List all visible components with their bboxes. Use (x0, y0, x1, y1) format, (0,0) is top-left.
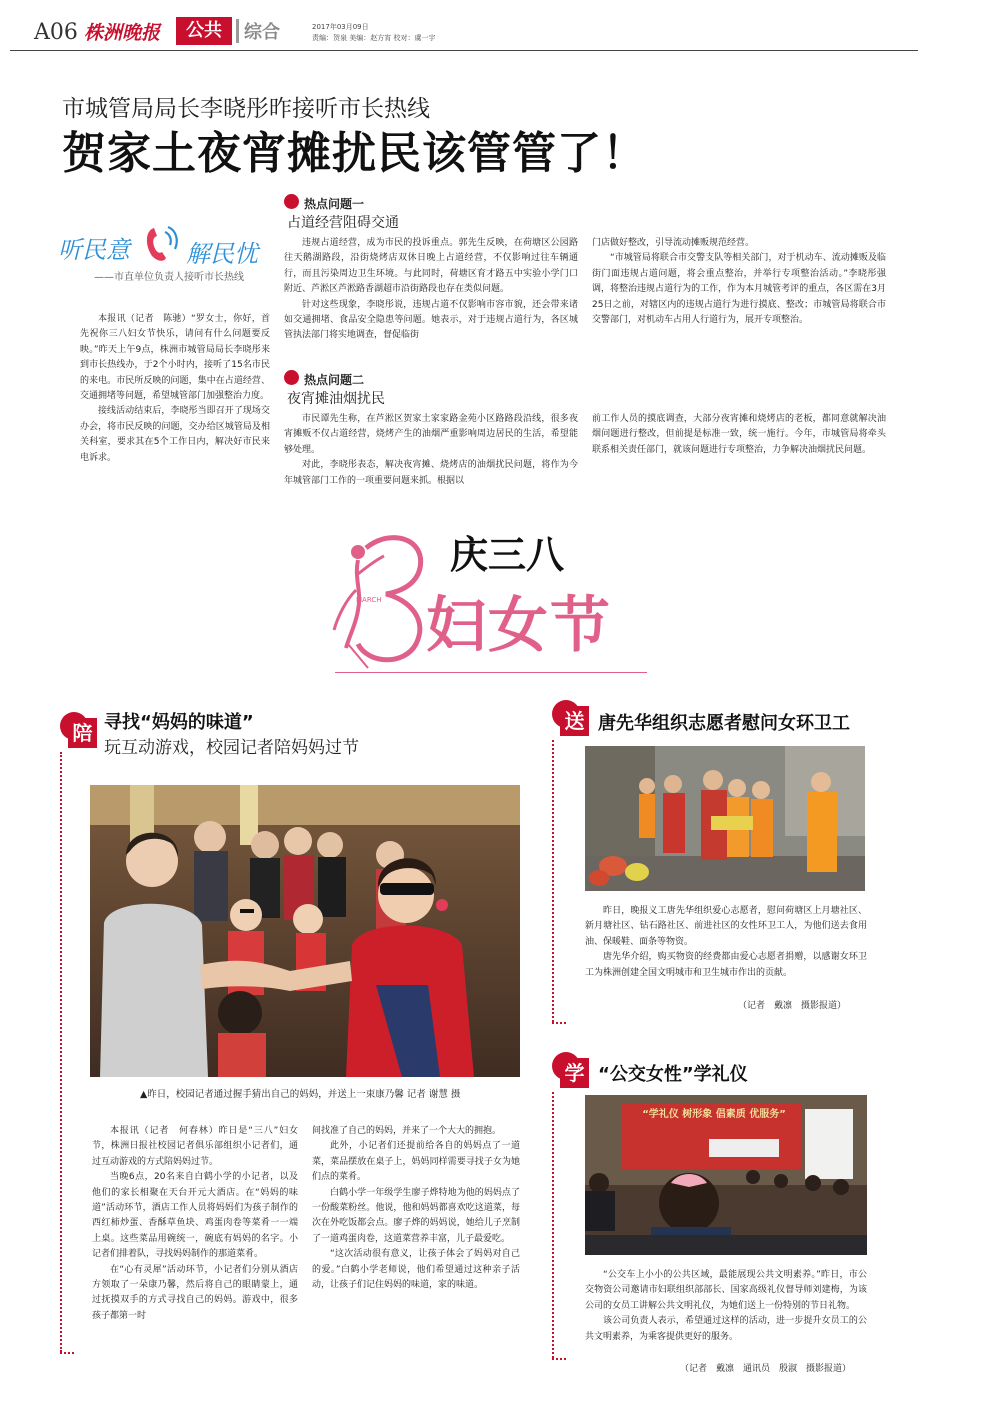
subsection-label: 综合 (244, 22, 280, 43)
story-song-body (585, 904, 867, 981)
masthead-rule (10, 50, 918, 51)
story-pei-para: “这次活动很有意义，让孩子体会了妈妈对自己的爱。”白鹤小学老师说，他们希望通过这种亲子活动，让孩子们记住妈妈的味道，家的味道。 (312, 1249, 520, 1291)
photo-mothers-game (90, 785, 520, 1077)
tag-pei: 陪 (68, 718, 97, 748)
dotted-rule (552, 1092, 554, 1358)
story-xue-title: “公交女性”学礼仪 (598, 1064, 748, 1085)
logo-month-word: MARCH (356, 596, 382, 604)
logo-text-right: 解民忧 (186, 240, 258, 268)
issue-date: 2017年03月09日 (312, 23, 369, 31)
story-song-para: 昨日，晚报义工唐先华组织爱心志愿者，慰问荷塘区上月塘社区、新月塘社区、钻石路社区、前进社区的女性环卫工人，为他们送去食用油、保暖鞋、面条等物资。 (585, 906, 867, 947)
banner-underline (335, 672, 647, 673)
logo-text-left: 听民意 (58, 236, 130, 264)
banner-title-main: 妇女节 (426, 591, 612, 661)
hot-topic-1-cont-para: “市城管局将联合市交警支队等相关部门，对于机动车、流动摊贩及临街门面违规占道问题，将会重点整治，并举行专项整治活动。”李晓彤强调，将整治违规占道行为的工作，作为本月城管考评的重点，各区需在3月25日之前，对辖区内的违规占道行为进行摸底、整改；市城管局将联合市交警部门，对机动车占用人行道行为，展开专项整治。 (592, 253, 886, 326)
story-song-credit: （记者 戴凛 摄影报道） (738, 1001, 847, 1011)
lead-headline: 贺家土夜宵摊扰民该管管了！ (62, 128, 647, 179)
hot-topic-1-cont-para: 门店做好整改，引导流动摊贩规范经营。 (592, 238, 755, 248)
dotted-rule (552, 1022, 566, 1024)
banner-title-top: 庆三八 (450, 533, 565, 577)
story-pei-col1 (92, 1124, 298, 1324)
hot-topic-2-body-cont (592, 412, 886, 458)
story-xue-body (585, 1268, 867, 1345)
editor-credits: 责编：贺泉 美编：赵方宵 校对：虞一宇 (312, 34, 436, 42)
lead-kicker: 市城管局局长李晓彤昨接听市长热线 (62, 96, 430, 122)
hot-topic-1-para: 针对这些现象，李晓彤说，违规占道不仅影响市容市貌，还会带来诸如交通拥堵、食品安全隐患等问题。她表示，对于违规占道行为，各区城管执法部门将实地调查，督促临街 (284, 299, 578, 341)
lead-intro-para: 接线活动结束后，李晓彤当即召开了现场交办会，将市民反映的问题，交办给区城管局及相关科室，要求其在5个工作日内，解决好市民来电诉求。 (80, 406, 270, 463)
hot-topic-2-body (284, 412, 578, 489)
newspaper-brand: 株洲晚报 (84, 22, 161, 44)
dotted-rule (60, 1352, 74, 1354)
story-song-title: 唐先华组织志愿者慰问女环卫工 (598, 713, 850, 734)
hot-topic-2-subtitle: 夜宵摊油烟扰民 (287, 391, 385, 407)
hot-topic-marker-icon (284, 370, 299, 385)
hot-topic-2-para: 对此，李晓彤表态，解决夜宵摊、烧烤店的油烟扰民问题，将作为今年城管部门工作的一项重要问题来抓。根据以 (284, 460, 578, 486)
story-pei-title: 寻找“妈妈的味道” (104, 712, 254, 733)
story-pei-col2 (312, 1124, 520, 1293)
story-pei-para: 在“心有灵犀”活动环节，小记者们分别从酒店方领取了一朵康乃馨，然后将自己的眼睛蒙上，通过抚摸双手的方式寻找自己的妈妈。游戏中，很多孩子都第一时 (92, 1264, 298, 1321)
story-pei-para: 间找准了自己的妈妈，并来了一个大大的拥抱。 (312, 1126, 502, 1136)
lead-intro (80, 312, 270, 466)
lead-intro-para: 本报讯（记者 陈驰）“罗女士，你好，首先祝你三八妇女节快乐，请问有什么问题要反映。”昨天上午9点，株洲市城管局局长李晓彤来到市长热线办，于2个小时内，接听了15名市民的来电。市民所反映的问题，集中在占道经营、交通拥堵等问题，希望城管部门加强整治力度。 (80, 314, 270, 402)
hot-topic-1-body-cont (592, 236, 886, 328)
story-xue-para: “公交车上小小的公共区域，最能展现公共文明素养。”昨日，市公交物资公司邀请市妇联组织部部长、国家高级礼仪督导师刘建梅，为该公司的女员工讲解公共文明礼仪，为她们送上一份特别的节日礼物。 (585, 1270, 867, 1311)
page-number: A06 (34, 20, 78, 45)
section-divider (236, 19, 239, 43)
story-xue-para: 该公司负责人表示，希望通过这样的活动，进一步提升女员工的公共文明素养，为乘客提供更好的服务。 (585, 1316, 867, 1342)
classroom-screen-text: “学礼仪 树形象 倡素质 优服务” (642, 1109, 786, 1120)
story-pei-para: 本报讯（记者 何春林）昨日是“三八”妇女节，株洲日报社校园记者俱乐部组织小记者们，通过互动游戏的方式陪妈妈过节。 (92, 1126, 298, 1167)
section-label: 公共 (176, 17, 232, 45)
hotline-logo (50, 222, 260, 268)
hot-topic-marker-icon (284, 194, 299, 209)
story-pei-subtitle: 玩互动游戏，校园记者陪妈妈过节 (104, 738, 359, 758)
logo-subtitle: ——市直单位负责人接听市长热线 (94, 272, 244, 283)
hot-topic-1-subtitle: 占道经营阻碍交通 (287, 215, 399, 231)
photo-etiquette-class (585, 1095, 867, 1255)
tag-song: 送 (560, 706, 589, 736)
photo-caption-pei: ▲昨日，校园记者通过握手猜出自己的妈妈，并送上一束康乃馨 记者 谢慧 摄 (140, 1089, 461, 1100)
story-xue-credit: （记者 戴凛 通讯员 殷淑 摄影报道） (680, 1364, 852, 1374)
hot-topic-2-title: 热点问题二 (304, 373, 365, 387)
story-song-para: 唐先华介绍，购买物资的经费都由爱心志愿者捐赠，以感谢女环卫工为株洲创建全国文明城市和卫生城市作出的贡献。 (585, 952, 867, 978)
hot-topic-2-para: 市民谭先生称，在芦淞区贺家土家家路金苑小区路路段沿线，很多夜宵摊贩不仅占道经营，烧烤产生的油烟严重影响周边居民的生活，希望能够处理。 (284, 414, 578, 455)
phone-icon (134, 222, 186, 266)
dotted-rule (552, 740, 554, 1022)
hot-topic-2-cont-para: 前工作人员的摸底调查，大部分夜宵摊和烧烤店的老板，都同意就解决油烟问题进行整改，但前提是标准一致，统一施行。今年，市城管局将牵头联系相关责任部门，就该问题进行专项整治，力争解决油烟扰民问题。 (592, 414, 886, 455)
hot-topic-1-body (284, 236, 578, 344)
photo-sanitation-workers (585, 746, 865, 891)
hot-topic-1-title: 热点问题一 (304, 197, 365, 211)
story-pei-para: 此外，小记者们还提前给各自的妈妈点了一道菜，菜品摆放在桌子上，妈妈同样需要寻找子女为她们点的菜肴。 (312, 1141, 520, 1183)
story-pei-para: 白鹤小学一年级学生廖子烨特地为他的妈妈点了一份酸菜粉丝。他说，他和妈妈都喜欢吃这道菜，每次在外吃饭都会点。廖子烨的妈妈说，她给儿子烹制了一道鸡蛋肉卷，这道菜营养丰富，儿子最爱吃。 (312, 1187, 520, 1244)
tag-xue: 学 (560, 1058, 589, 1088)
dotted-rule (60, 752, 62, 1352)
story-pei-para: 当晚6点，20名来自白鹤小学的小记者，以及他们的家长相聚在天台开元大酒店。在“妈妈的味道”活动环节，酒店工作人员将妈妈们为孩子制作的西红柿炒蛋、香酥草鱼块、鸡蛋肉卷等菜肴一一端上桌。这些菜品用碗统一，碗底有妈妈的名字。小记者们排着队，寻找妈妈制作的那道菜肴。 (92, 1172, 298, 1260)
womens-day-logo (328, 520, 438, 670)
hot-topic-1-para: 违规占道经营，成为市民的投诉重点。郭先生反映，在荷塘区公园路往天鹅湖路段，沿街烧烤店双休日晚上占道经营，不仅影响过往车辆通行，而且污染周边卫生环境。与此同时，荷塘区育才路五中实验小学门口附近、芦淞区芦淞路香湖超市沿街路段也存在类似问题。 (284, 238, 578, 295)
dotted-rule (552, 1358, 566, 1360)
